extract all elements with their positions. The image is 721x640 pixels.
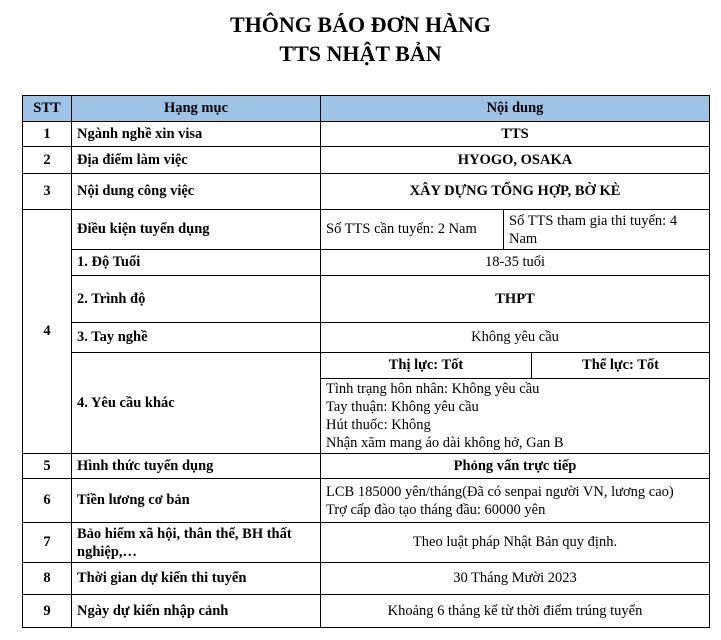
row-stt: 4 xyxy=(23,210,72,454)
age-row xyxy=(23,250,710,276)
row-label: 1. Độ Tuổi xyxy=(72,250,321,276)
salary-detail xyxy=(321,479,710,523)
requirement-line: Hút thuốc: Không xyxy=(326,417,431,433)
row-value: XÂY DỰNG TỔNG HỢP, BỜ KÈ xyxy=(321,174,710,210)
salary-line: LCB 185000 yên/tháng(Đã có senpai người VN, lương cao) xyxy=(326,483,674,500)
row-value: Không yêu cầu xyxy=(321,323,710,353)
row-stt: 5 xyxy=(23,454,72,479)
row-label: Ngày dự kiến nhập cảnh xyxy=(72,595,321,628)
row-value: Phỏng vấn trực tiếp xyxy=(321,454,710,479)
page-subtitle: TTS NHẬT BẢN xyxy=(279,41,442,66)
order-table xyxy=(22,95,710,628)
row-label: Bảo hiểm xã hội, thân thể, BH thất nghiệp,… xyxy=(72,523,321,563)
table-row xyxy=(23,523,710,563)
row-value: Khoảng 6 tháng kể từ thời điểm trúng tuyển xyxy=(321,595,710,628)
row-label: Ngành nghề xin visa xyxy=(72,122,321,147)
row-value: HYOGO, OSAKA xyxy=(321,147,710,174)
table-row xyxy=(23,147,710,174)
row-value: Theo luật pháp Nhật Bản quy định. xyxy=(321,523,710,563)
row-value: THPT xyxy=(321,276,710,323)
allowance-line: Trợ cấp đào tạo tháng đầu: 60000 yên xyxy=(326,501,546,518)
table-row xyxy=(23,454,710,479)
skill-row xyxy=(23,323,710,353)
row-label: Địa điểm làm việc xyxy=(72,147,321,174)
row-stt: 9 xyxy=(23,595,72,628)
table-header-row xyxy=(23,96,710,122)
row-stt: 1 xyxy=(23,122,72,147)
needed-count: Số TTS cần tuyển: 2 Nam xyxy=(321,210,504,250)
row-label: 4. Yêu cầu khác xyxy=(72,353,321,454)
header-stt: STT xyxy=(23,96,72,122)
row-label: Tiền lương cơ bản xyxy=(72,479,321,523)
requirement-line: Tình trạng hôn nhân: Không yêu cầu xyxy=(326,381,540,397)
row-value: 18-35 tuổi xyxy=(321,250,710,276)
row-label: 3. Tay nghề xyxy=(72,323,321,353)
row-label: Nội dung công việc xyxy=(72,174,321,210)
recruitment-row xyxy=(23,210,710,250)
row-value: TTS xyxy=(321,122,710,147)
row-label: 2. Trình độ xyxy=(72,276,321,323)
other-requirements-list xyxy=(321,379,710,454)
education-row xyxy=(23,276,710,323)
row-stt: 2 xyxy=(23,147,72,174)
row-value: 30 Tháng Mười 2023 xyxy=(321,563,710,595)
vision-requirement: Thị lực: Tốt xyxy=(321,353,532,379)
row-stt: 3 xyxy=(23,174,72,210)
table-row xyxy=(23,122,710,147)
table-row xyxy=(23,595,710,628)
page-title: THÔNG BÁO ĐƠN HÀNG xyxy=(230,12,491,37)
header-content: Nội dung xyxy=(321,96,710,122)
row-label: Thời gian dự kiến thi tuyển xyxy=(72,563,321,595)
row-stt: 7 xyxy=(23,523,72,563)
requirement-line: Tay thuận: Không yêu cầu xyxy=(326,399,479,415)
row-label: Hình thức tuyển dụng xyxy=(72,454,321,479)
row-stt: 8 xyxy=(23,563,72,595)
table-row xyxy=(23,479,710,523)
table-row xyxy=(23,563,710,595)
requirement-line: Nhận xăm mang áo dài không hở, Gan B xyxy=(326,435,564,451)
table-row xyxy=(23,174,710,210)
row-stt: 6 xyxy=(23,479,72,523)
participant-count: Số TTS tham gia thi tuyển: 4 Nam xyxy=(504,210,710,250)
row-label: Điều kiện tuyển dụng xyxy=(72,210,321,250)
other-requirements-row xyxy=(23,353,710,379)
header-category: Hạng mục xyxy=(72,96,321,122)
fitness-requirement: Thể lực: Tốt xyxy=(532,353,710,379)
